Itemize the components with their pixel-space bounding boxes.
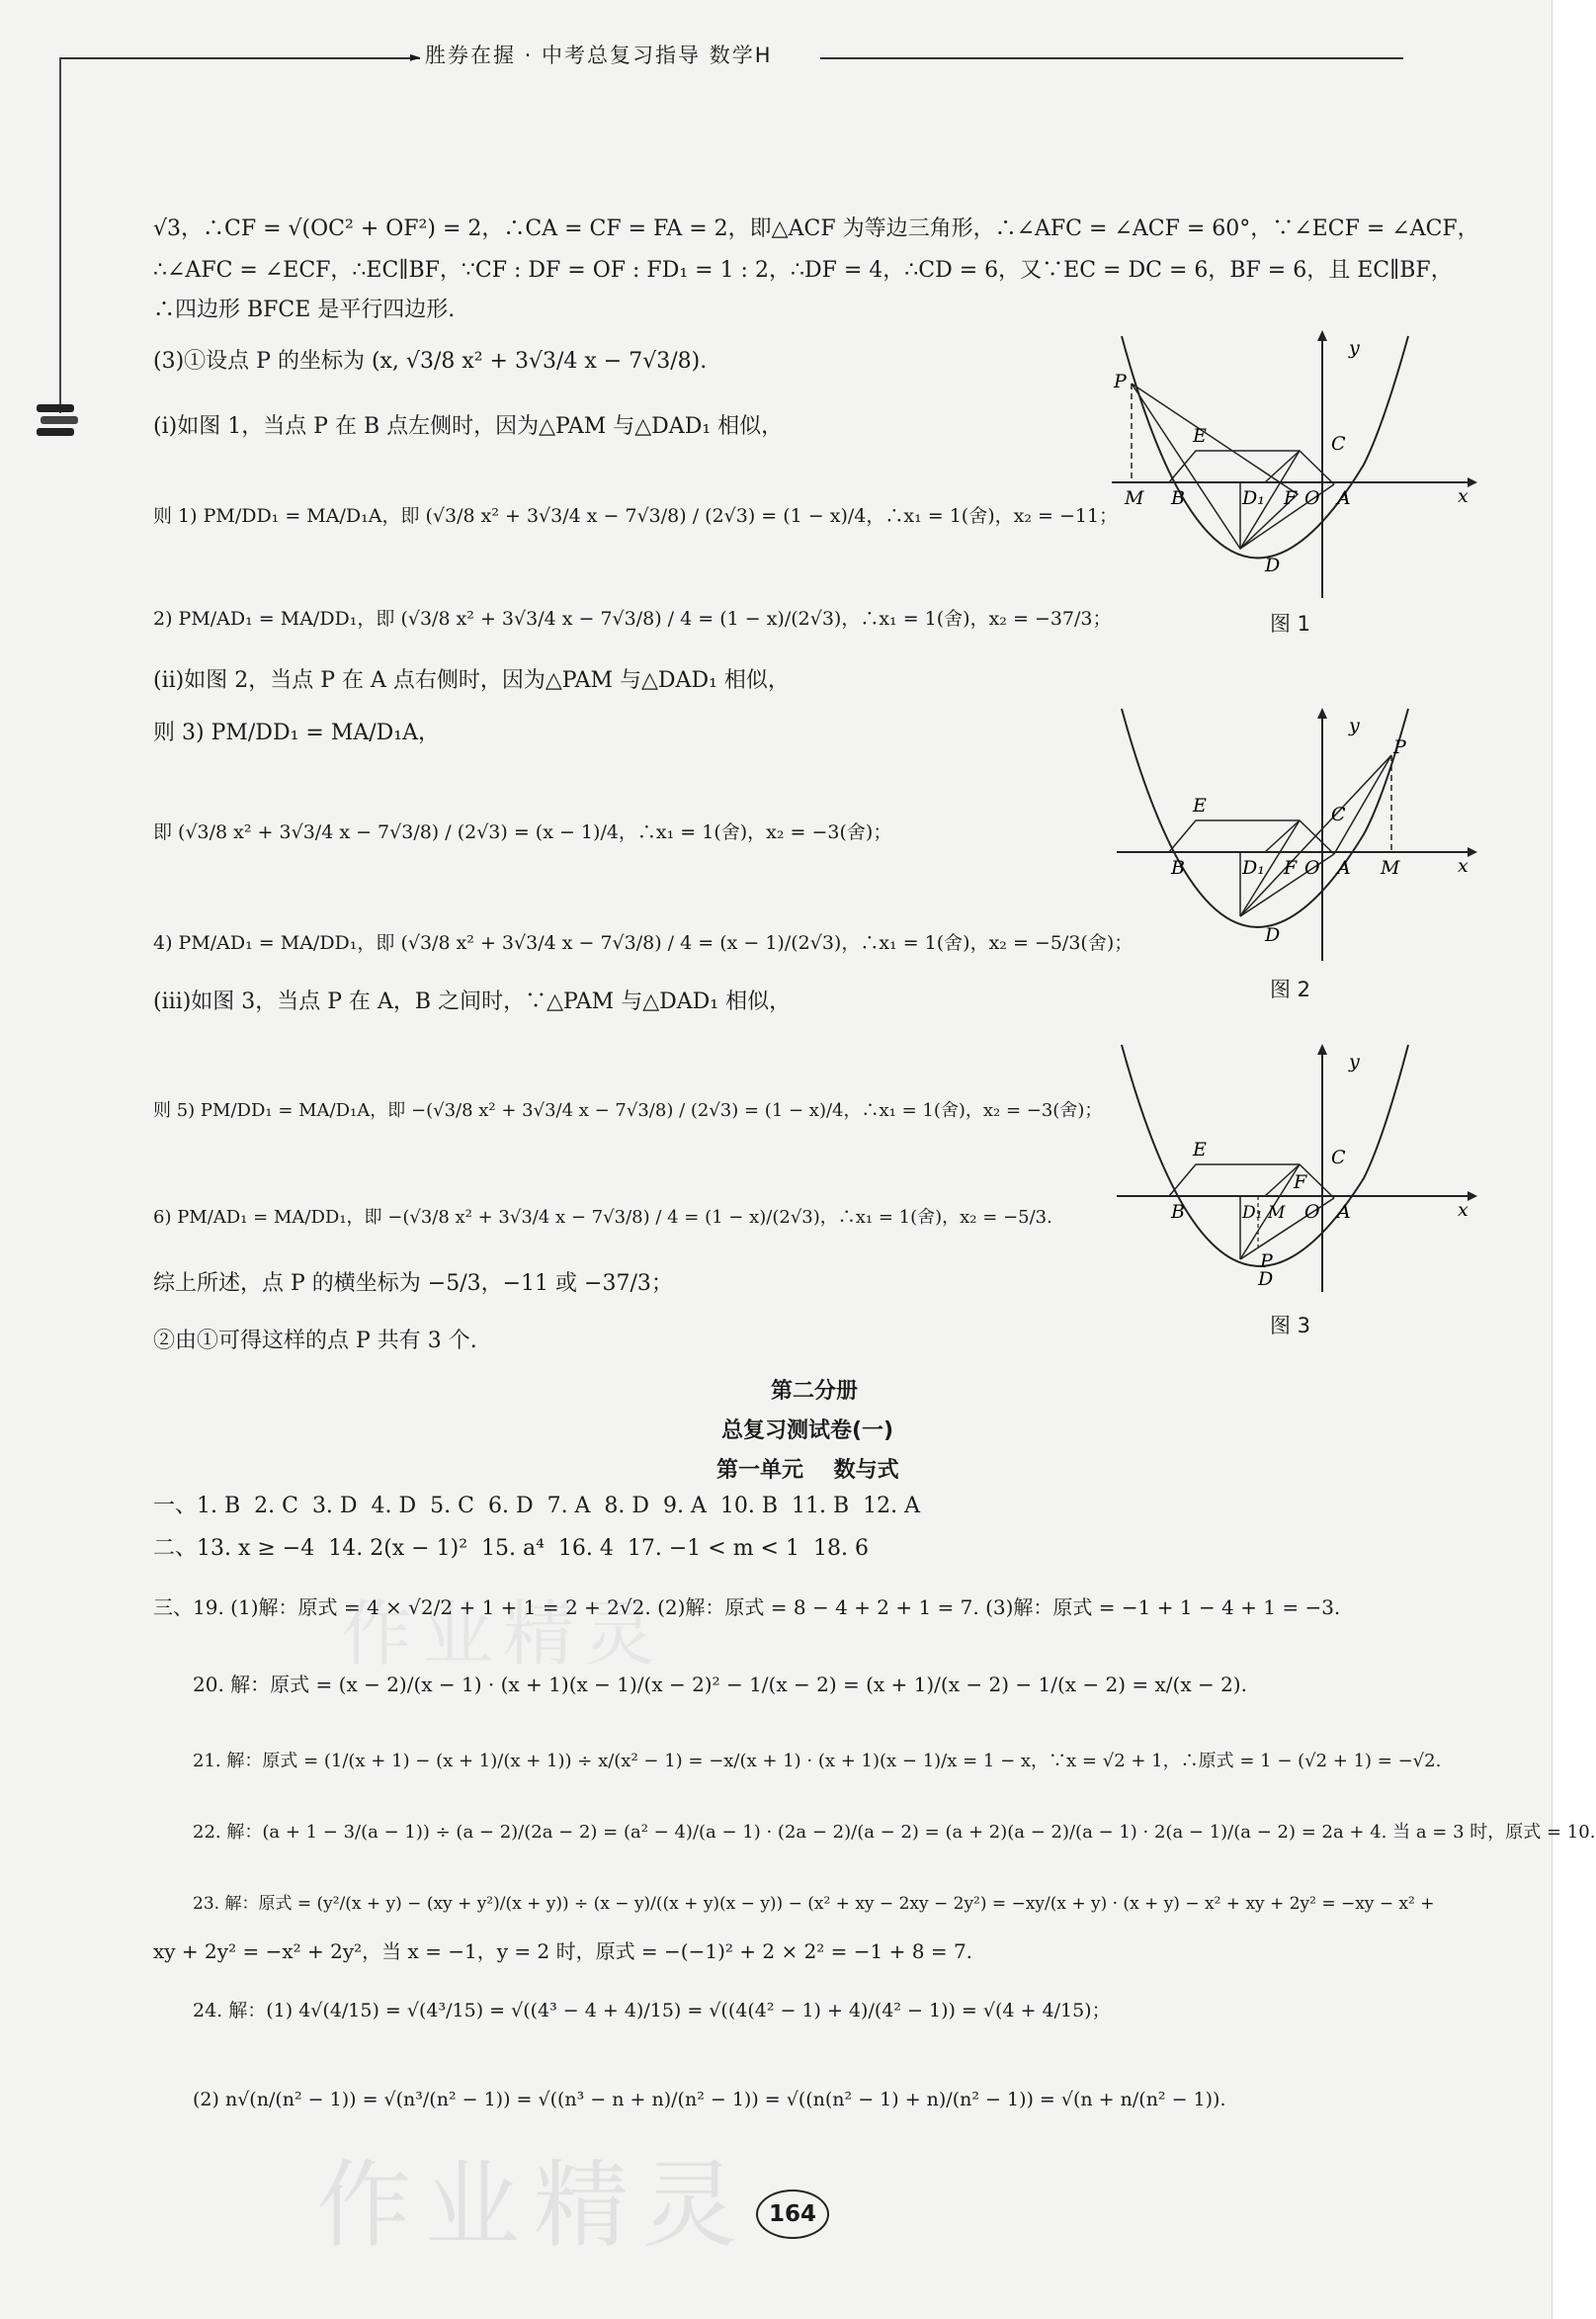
- fig3-label-b: B: [1171, 1201, 1185, 1223]
- fig2-label-x: x: [1458, 855, 1469, 877]
- fig3-label-e: E: [1193, 1139, 1207, 1160]
- figure-1-caption: 图 1: [1270, 612, 1311, 636]
- fig1-label-f: F: [1284, 487, 1298, 509]
- fig2-label-f: F: [1284, 857, 1298, 879]
- left-margin-rule: [59, 57, 61, 413]
- text-line: 4) PM/AD₁ = MA/DD₁，即 (√3/8 x² + 3√3/4 x − 7√3/8) / 4 = (x − 1)/(2√3)，∴x₁ = 1(舍)，x₂ = −5/3(舍)；: [153, 932, 1134, 954]
- fig1-label-a: A: [1337, 487, 1351, 509]
- header-rule-left: [59, 57, 420, 59]
- text-line: (ⅰ)如图 1，当点 P 在 B 点左侧时，因为△PAM 与△DAD₁ 相似，: [153, 414, 784, 439]
- fig1-label-m: M: [1125, 487, 1144, 509]
- fig1-label-x: x: [1458, 485, 1469, 507]
- fig3-label-y: y: [1349, 1051, 1360, 1073]
- answer-line: 一、1. B 2. C 3. D 4. D 5. C 6. D 7. A 8. D 9. A 10. B 11. B 12. A: [153, 1494, 921, 1518]
- text-line: 则 1) PM/DD₁ = MA/D₁A，即 (√3/8 x² + 3√3/4 x − 7√3/8) / (2√3) = (1 − x)/4，∴x₁ = 1(舍)，x₂ = −11；: [153, 505, 1119, 527]
- header-arrow-icon: ►: [410, 49, 421, 65]
- text-line: 6) PM/AD₁ = MA/DD₁，即 −(√3/8 x² + 3√3/4 x − 7√3/8) / 4 = (1 − x)/(2√3)，∴x₁ = 1(舍)，x₂ = −5/3.: [153, 1207, 1052, 1228]
- figure-3: [1112, 1040, 1477, 1292]
- fig2-label-y: y: [1349, 715, 1360, 736]
- answer-line: 23. 解：原式 = (y²/(x + y) − (xy + y²)/(x + y)) ÷ (x − y)/((x + y)(x − y)) − (x² + xy − 2xy − 2y²) = −xy/(x + y) · (x + y) − x² + xy + 2y² = −xy − x² +: [193, 1894, 1435, 1914]
- fig1-label-y: y: [1349, 337, 1360, 359]
- fig2-label-a: A: [1337, 857, 1351, 879]
- fig3-label-x: x: [1458, 1199, 1469, 1221]
- answer-line: xy + 2y² = −x² + 2y²，当 x = −1，y = 2 时，原式 = −(−1)² + 2 × 2² = −1 + 8 = 7.: [153, 1939, 973, 1963]
- text-line: √3，∴CF = √(OC² + OF²) = 2，∴CA = CF = FA = 2，即△ACF 为等边三角形，∴∠AFC = ∠ACF = 60°，∵∠ECF = ∠ACF，: [153, 216, 1479, 241]
- fig2-label-d: D: [1265, 924, 1281, 946]
- watermark-mid: 作业精灵: [341, 1592, 666, 1675]
- fig2-label-d1: D₁: [1242, 857, 1265, 879]
- answer-line: 二、13. x ≥ −4 14. 2(x − 1)² 15. a⁴ 16. 4 17. −1 < m < 1 18. 6: [153, 1536, 869, 1561]
- fig2-label-e: E: [1193, 795, 1207, 816]
- answer-line: 三、19. (1)解：原式 = 4 × √2/2 + 1 + 1 = 2 + 2√2. (2)解：原式 = 8 − 4 + 2 + 1 = 7. (3)解：原式 = −1 + 1 − 4 + 1 = −3.: [153, 1595, 1341, 1619]
- fig3-label-o: O: [1304, 1201, 1320, 1223]
- section-test-title: 总复习测试卷(一): [721, 1418, 894, 1443]
- text-line: 2) PM/AD₁ = MA/DD₁，即 (√3/8 x² + 3√3/4 x − 7√3/8) / 4 = (1 − x)/(2√3)，∴x₁ = 1(舍)，x₂ = −37/3；: [153, 608, 1112, 630]
- answer-line: 20. 解：原式 = (x − 2)/(x − 1) · (x + 1)(x − 1)/(x − 2)² − 1/(x − 2) = (x + 1)/(x − 2) − 1/(x − 2) = x/(x − 2).: [193, 1673, 1247, 1696]
- figure-2: [1112, 704, 1477, 961]
- header-rule-right: [820, 57, 1403, 59]
- text-line: 即 (√3/8 x² + 3√3/4 x − 7√3/8) / (2√3) = (x − 1)/4，∴x₁ = 1(舍)，x₂ = −3(舍)；: [153, 821, 892, 843]
- page-number: 164: [756, 2190, 829, 2239]
- answer-line: 21. 解：原式 = (1/(x + 1) − (x + 1)/(x + 1)) ÷ x/(x² − 1) = −x/(x + 1) · (x + 1)(x − 1)/x = 1 − x，∵x = √2 + 1，∴原式 = 1 − (√2 + 1) = −√2.: [193, 1751, 1442, 1771]
- text-line: 则 3) PM/DD₁ = MA/D₁A，: [153, 721, 440, 745]
- book-stack-icon: [35, 400, 80, 448]
- text-line: ∴∠AFC = ∠ECF，∴EC∥BF，∵CF : DF = OF : FD₁ = 1 : 2，∴DF = 4，∴CD = 6，又∵EC = DC = 6，BF = 6，且 EC∥BF，: [153, 258, 1453, 283]
- fig3-label-a: A: [1337, 1201, 1351, 1223]
- answer-line: 24. 解：(1) 4√(4/15) = √(4³/15) = √((4³ − 4 + 4)/15) = √((4(4² − 1) + 4)/(4² − 1)) = √(4 + 4/15)；: [193, 2000, 1111, 2021]
- text-line: (ⅲ)如图 3，当点 P 在 A，B 之间时，∵△PAM 与△DAD₁ 相似，: [153, 989, 792, 1014]
- fig3-label-f: F: [1294, 1171, 1307, 1193]
- text-line: (ⅱ)如图 2，当点 P 在 A 点右侧时，因为△PAM 与△DAD₁ 相似，: [153, 668, 790, 693]
- fig3-label-p: P: [1260, 1250, 1273, 1272]
- fig3-label-c: C: [1331, 1147, 1346, 1168]
- text-line: 则 5) PM/DD₁ = MA/D₁A，即 −(√3/8 x² + 3√3/4 x − 7√3/8) / (2√3) = (1 − x)/4，∴x₁ = 1(舍)，x₂ = −3(舍)；: [153, 1100, 1103, 1121]
- fig2-label-o: O: [1304, 857, 1320, 879]
- fig1-label-o: O: [1304, 487, 1320, 509]
- fig2-label-p: P: [1393, 736, 1406, 758]
- text-line: (3)①设点 P 的坐标为 (x, √3/8 x² + 3√3/4 x − 7√3/8).: [153, 349, 708, 374]
- running-header: 胜券在握 · 中考总复习指导 数学H: [425, 43, 773, 67]
- fig3-label-m: M: [1268, 1203, 1286, 1223]
- figure-1: [1112, 326, 1477, 598]
- fig3-label-d: D: [1258, 1268, 1274, 1290]
- fig1-label-b: B: [1171, 487, 1185, 509]
- answer-line: 22. 解：(a + 1 − 3/(a − 1)) ÷ (a − 2)/(2a − 2) = (a² − 4)/(a − 1) · (2a − 2)/(a − 2) = (a + 2)(a − 2)/(a − 1) · 2(a − 1)/(a − 2) = 2a + 4. 当 a = 3 时，原式 = 10.: [193, 1822, 1596, 1843]
- fig1-label-e: E: [1193, 425, 1207, 447]
- fig1-label-p: P: [1114, 371, 1127, 392]
- fig2-label-c: C: [1331, 804, 1346, 825]
- section-volume-title: 第二分册: [771, 1379, 859, 1404]
- answer-line: (2) n√(n/(n² − 1)) = √(n³/(n² − 1)) = √((n³ − n + n)/(n² − 1)) = √((n(n² − 1) + n)/(n² − 1)) = √(n + n/(n² − 1)).: [193, 2089, 1226, 2110]
- fig3-label-d1: D₁: [1242, 1203, 1263, 1223]
- page-right-margin: [1552, 0, 1596, 2319]
- figure-2-caption: 图 2: [1270, 978, 1311, 1001]
- fig1-label-d: D: [1265, 555, 1281, 576]
- figure-3-caption: 图 3: [1270, 1314, 1311, 1337]
- fig2-label-b: B: [1171, 857, 1185, 879]
- fig1-label-c: C: [1331, 433, 1346, 455]
- text-line: ②由①可得这样的点 P 共有 3 个.: [153, 1329, 477, 1353]
- fig1-label-d1: D₁: [1242, 487, 1265, 509]
- section-unit-title: 第一单元 数与式: [716, 1458, 899, 1483]
- text-line: ∴四边形 BFCE 是平行四边形.: [153, 298, 456, 322]
- text-line: 综上所述，点 P 的横坐标为 −5/3，−11 或 −37/3；: [153, 1271, 673, 1296]
- fig2-label-m: M: [1381, 857, 1400, 879]
- watermark-bottom: 作业精灵: [316, 2150, 751, 2261]
